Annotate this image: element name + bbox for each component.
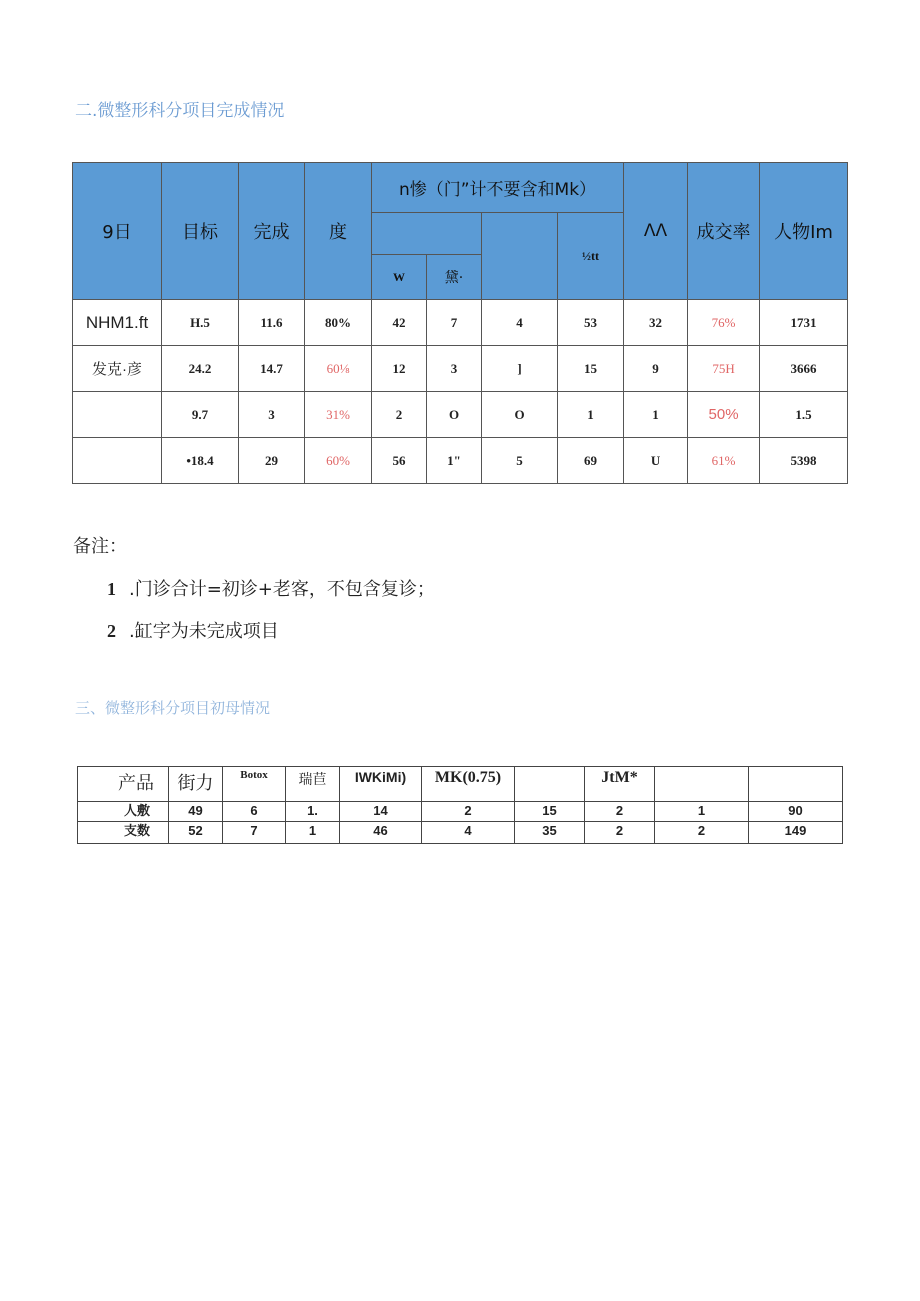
cell-pct: 15	[558, 346, 624, 392]
header-rate: 成交率	[688, 163, 760, 300]
cell-col7: ]	[482, 346, 558, 392]
project-completion-table	[72, 162, 848, 484]
cell-rate: 61%	[688, 438, 760, 484]
cell-col7: 5	[482, 438, 558, 484]
row-label: 发克·彦	[73, 346, 162, 392]
table-row	[78, 822, 843, 844]
table-cell: 1.	[286, 802, 340, 822]
cell-target: 9.7	[162, 392, 239, 438]
cell-people: 3666	[760, 346, 848, 392]
table-cell: 52	[169, 822, 223, 844]
cell-pct: 53	[558, 300, 624, 346]
cell-target: H.5	[162, 300, 239, 346]
table-cell: 6	[223, 802, 286, 822]
table-cell: 2	[585, 802, 655, 822]
cell-people: 1.5	[760, 392, 848, 438]
cell-pct: 69	[558, 438, 624, 484]
cell-people: 5398	[760, 438, 848, 484]
note-item	[107, 575, 435, 601]
note-text: .缸字为未完成项目	[129, 621, 279, 642]
cell-dang: O	[427, 392, 482, 438]
cell-rate: 76%	[688, 300, 760, 346]
notes-title: 备注：	[73, 536, 127, 557]
cell-col7: 4	[482, 300, 558, 346]
cell-aa: 1	[624, 392, 688, 438]
cell-aa: 9	[624, 346, 688, 392]
header-sub-w: W	[372, 255, 427, 300]
header-col	[655, 767, 749, 802]
note-number: 1	[107, 579, 116, 599]
table-row	[73, 438, 848, 484]
cell-w: 2	[372, 392, 427, 438]
header-blank-col7	[482, 213, 558, 300]
cell-degree: 80%	[305, 300, 372, 346]
cell-pct: 1	[558, 392, 624, 438]
note-number: 2	[107, 621, 116, 641]
header-col: Botox	[223, 767, 286, 802]
table-cell: 1	[286, 822, 340, 844]
table-header-row	[78, 767, 843, 802]
note-text: .门诊合计=初诊+老客，不包含复诊；	[129, 579, 435, 600]
section-3-title: 三、微整形科分项目初母情况	[75, 699, 271, 717]
cell-done: 29	[239, 438, 305, 484]
table-cell: 35	[515, 822, 585, 844]
header-done: 完成	[239, 163, 305, 300]
header-degree: 度	[305, 163, 372, 300]
header-pct: ½tt	[558, 213, 624, 300]
table-row	[73, 346, 848, 392]
cell-aa: U	[624, 438, 688, 484]
header-col: JtM*	[585, 767, 655, 802]
cell-done: 14.7	[239, 346, 305, 392]
cell-dang: 1"	[427, 438, 482, 484]
cell-rate: 50%	[688, 392, 760, 438]
header-col: MK(0.75)	[422, 767, 515, 802]
header-aa: ΛΛ	[624, 163, 688, 300]
row-label: 人敷	[78, 802, 169, 822]
table-row	[78, 802, 843, 822]
table-cell: 2	[422, 802, 515, 822]
row-label: NHM1.ft	[73, 300, 162, 346]
cell-w: 42	[372, 300, 427, 346]
header-col	[749, 767, 843, 802]
header-item: 9日	[73, 163, 162, 300]
section-2-title: 二.微整形科分项目完成情况	[75, 101, 285, 121]
cell-w: 12	[372, 346, 427, 392]
header-sub-dang: 黛·	[427, 255, 482, 300]
cell-rate: 75H	[688, 346, 760, 392]
table-cell: 2	[655, 822, 749, 844]
table-row	[73, 392, 848, 438]
header-col	[515, 767, 585, 802]
row-label: 支数	[78, 822, 169, 844]
cell-degree: 31%	[305, 392, 372, 438]
cell-done: 3	[239, 392, 305, 438]
table-cell: 149	[749, 822, 843, 844]
table-cell: 2	[585, 822, 655, 844]
table-cell: 15	[515, 802, 585, 822]
header-col: 瑞苣	[286, 767, 340, 802]
header-col: IWKiMi)	[340, 767, 422, 802]
header-group-visits: n惨（门”计不要含和Mk）	[372, 163, 624, 213]
table-cell: 46	[340, 822, 422, 844]
cell-done: 11.6	[239, 300, 305, 346]
table-row	[73, 300, 848, 346]
cell-target: 24.2	[162, 346, 239, 392]
cell-w: 56	[372, 438, 427, 484]
header-target: 目标	[162, 163, 239, 300]
cell-people: 1731	[760, 300, 848, 346]
table-cell: 90	[749, 802, 843, 822]
note-item	[107, 617, 279, 643]
header-col: 街力	[169, 767, 223, 802]
cell-dang: 3	[427, 346, 482, 392]
product-usage-table	[77, 766, 843, 844]
table-cell: 7	[223, 822, 286, 844]
cell-degree: 60%	[305, 438, 372, 484]
table-cell: 4	[422, 822, 515, 844]
table-cell: 49	[169, 802, 223, 822]
cell-dang: 7	[427, 300, 482, 346]
cell-col7: O	[482, 392, 558, 438]
header-blank-sub	[372, 213, 482, 255]
row-label	[73, 392, 162, 438]
header-people: 人物Im	[760, 163, 848, 300]
cell-target: •18.4	[162, 438, 239, 484]
header-product: 产品	[78, 767, 169, 802]
table-cell: 1	[655, 802, 749, 822]
cell-degree: 60⅛	[305, 346, 372, 392]
row-label	[73, 438, 162, 484]
table-cell: 14	[340, 802, 422, 822]
cell-aa: 32	[624, 300, 688, 346]
